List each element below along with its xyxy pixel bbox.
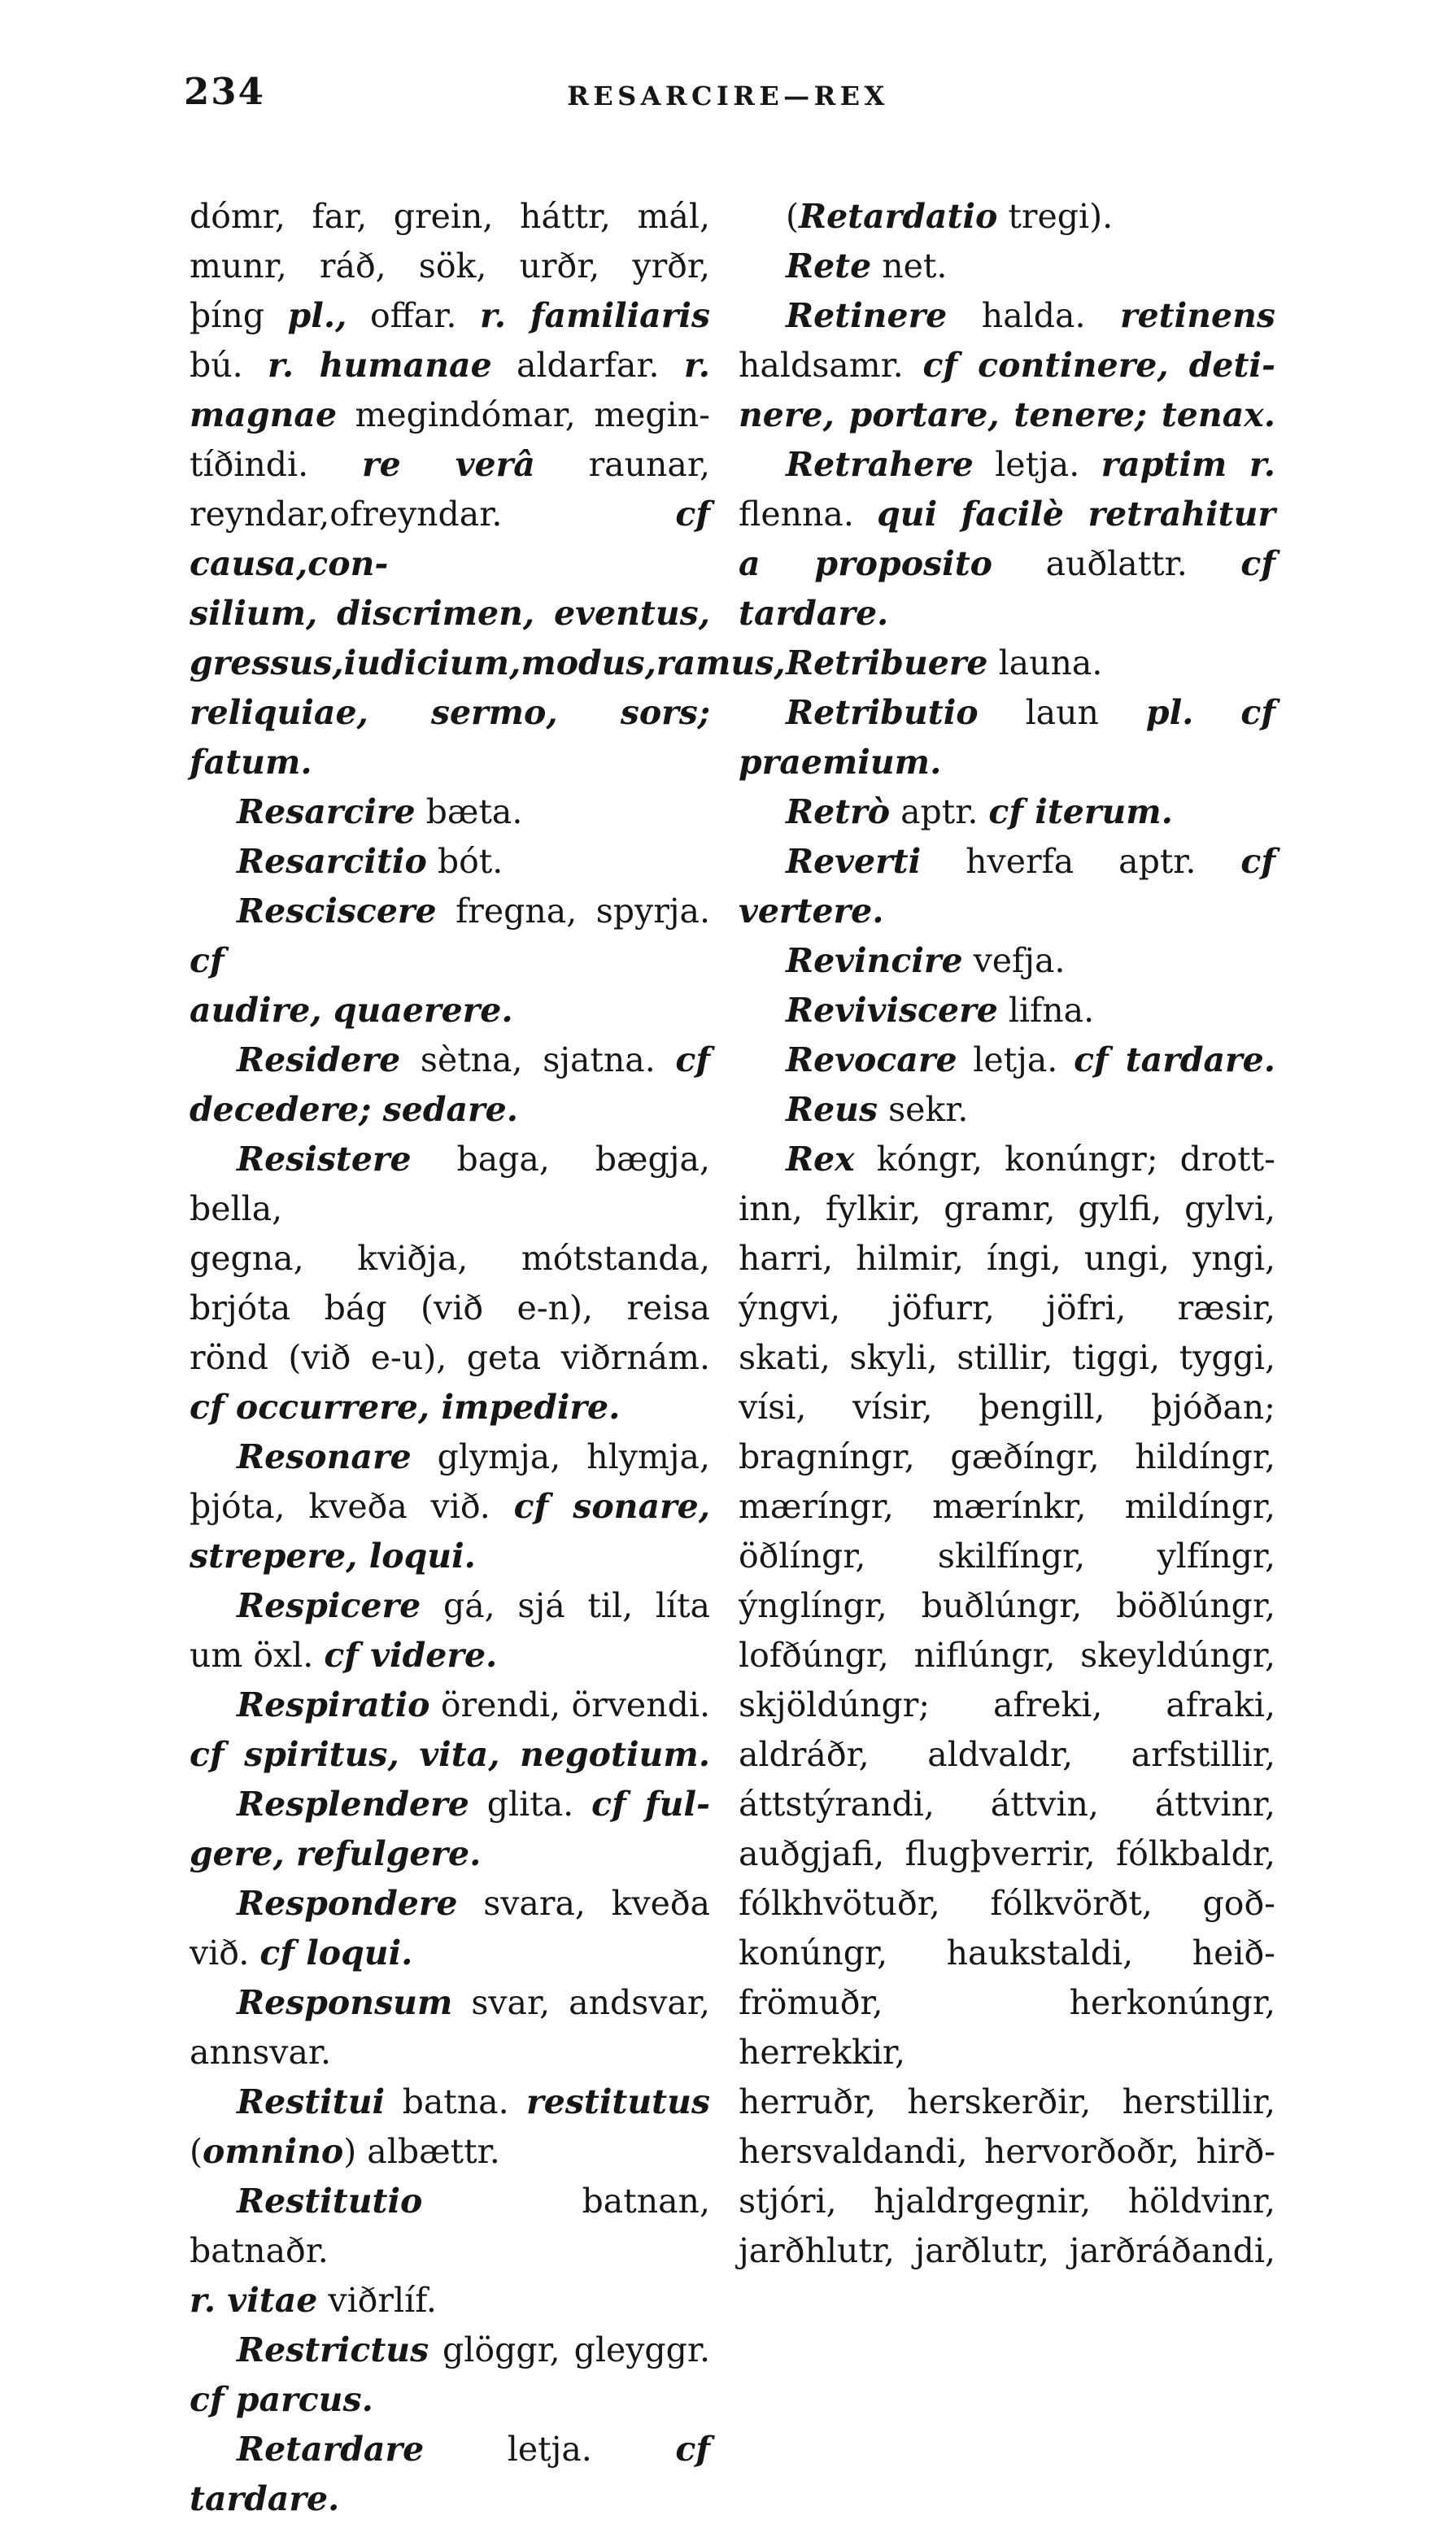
latin-text: raptim r. bbox=[1101, 445, 1275, 484]
text-line bbox=[739, 1333, 1275, 1383]
text-line bbox=[739, 936, 1275, 986]
latin-text: qui facilè retrahitur bbox=[877, 495, 1275, 534]
icelandic-text: viðrlíf. bbox=[317, 2281, 437, 2320]
latin-text: Restitutio bbox=[237, 2182, 423, 2221]
latin-text: cf videre. bbox=[324, 1636, 498, 1675]
text-line bbox=[190, 1234, 710, 1284]
icelandic-text: ( bbox=[786, 197, 799, 236]
latin-text: Retrahere bbox=[786, 445, 974, 484]
icelandic-text: kóngr, konúngr; drott- bbox=[854, 1140, 1275, 1179]
text-line bbox=[190, 1532, 710, 1581]
text-line bbox=[739, 1829, 1275, 1879]
text-line bbox=[190, 2028, 710, 2077]
running-header: RESARCIRE—REX bbox=[567, 81, 889, 111]
icelandic-text: bragníngr, gæðíngr, hildíngr, bbox=[739, 1437, 1275, 1476]
latin-text: Retardare bbox=[237, 2430, 425, 2469]
icelandic-text bbox=[1193, 693, 1240, 732]
text-line bbox=[739, 390, 1275, 440]
text-line bbox=[190, 1929, 710, 1978]
text-line bbox=[190, 2375, 710, 2425]
latin-text: Respicere bbox=[237, 1586, 421, 1625]
icelandic-text: inn, fylkir, gramr, gylfi, gylvi, bbox=[739, 1189, 1275, 1228]
text-line bbox=[739, 787, 1275, 837]
text-line bbox=[190, 887, 710, 986]
text-line bbox=[739, 986, 1275, 1035]
text-line bbox=[190, 589, 710, 639]
text-line bbox=[190, 2326, 710, 2375]
latin-text: restitutus bbox=[526, 2082, 710, 2121]
icelandic-text: batnan, batnaðr. bbox=[190, 2182, 710, 2270]
text-line bbox=[190, 1978, 710, 2028]
icelandic-text: offar. bbox=[347, 296, 480, 335]
text-line bbox=[190, 1333, 710, 1383]
icelandic-text: dómr, far, grein, háttr, mál, bbox=[190, 197, 710, 236]
latin-text: tardare. bbox=[739, 594, 889, 633]
icelandic-text: tíðindi. bbox=[190, 445, 362, 484]
icelandic-text: glita. bbox=[469, 1785, 592, 1824]
latin-text: Respiratio bbox=[237, 1685, 430, 1724]
text-line bbox=[739, 1284, 1275, 1333]
latin-text: pl., bbox=[287, 296, 347, 335]
text-line bbox=[190, 2425, 710, 2524]
text-line bbox=[190, 986, 710, 1035]
text-line bbox=[190, 1383, 710, 1432]
latin-text: Retribuere bbox=[786, 643, 988, 682]
latin-text: praemium. bbox=[739, 743, 942, 782]
icelandic-text: letja. bbox=[957, 1040, 1075, 1079]
icelandic-text: glöggr, gleyggr. bbox=[429, 2330, 710, 2369]
latin-text: Reus bbox=[786, 1090, 878, 1129]
text-line bbox=[739, 2127, 1275, 2177]
latin-text: omnino bbox=[203, 2132, 344, 2171]
text-line bbox=[190, 1432, 710, 1482]
latin-text: Resistere bbox=[237, 1140, 412, 1179]
latin-text: cf bbox=[1240, 693, 1275, 732]
icelandic-text: bæta. bbox=[415, 792, 523, 831]
icelandic-text: svar, andsvar, bbox=[452, 1983, 710, 2022]
text-line bbox=[739, 1680, 1275, 1730]
icelandic-text: halda. bbox=[947, 296, 1120, 335]
icelandic-text: reyndar,ofreyndar. bbox=[190, 495, 676, 534]
latin-text: cf bbox=[190, 941, 225, 980]
text-line bbox=[739, 2226, 1275, 2276]
icelandic-text: vísi, vísir, þengill, þjóðan; bbox=[739, 1388, 1275, 1427]
icelandic-text: munr, ráð, sök, urðr, yrðr, bbox=[190, 246, 710, 286]
text-line bbox=[190, 1680, 710, 1730]
icelandic-text: frömuðr, herkonúngr, herrekkir, bbox=[739, 1983, 1275, 2072]
icelandic-text: lifna. bbox=[997, 991, 1095, 1030]
text-line bbox=[190, 1829, 710, 1879]
text-line bbox=[190, 787, 710, 837]
latin-text: a proposito bbox=[739, 544, 992, 583]
text-line bbox=[739, 1035, 1275, 1085]
icelandic-text: tregi). bbox=[997, 197, 1114, 236]
icelandic-text: gegna, kviðja, mótstanda, bbox=[190, 1239, 710, 1278]
latin-text: pl. bbox=[1145, 693, 1194, 732]
latin-text: cf tardare. bbox=[190, 2430, 710, 2518]
right-column bbox=[739, 192, 1275, 2276]
latin-text: cf bbox=[1240, 544, 1275, 583]
text-line bbox=[190, 688, 710, 787]
icelandic-text: þíng bbox=[190, 296, 288, 335]
text-line bbox=[739, 589, 1275, 639]
latin-text: Restitui bbox=[237, 2082, 386, 2121]
icelandic-text: stjóri, hjaldrgegnir, höldvinr, bbox=[739, 2182, 1275, 2221]
latin-text: Rex bbox=[786, 1140, 855, 1179]
icelandic-text: mæríngr, mærínkr, mildíngr, bbox=[739, 1487, 1275, 1526]
latin-text: cf spiritus, vita, negotium. bbox=[190, 1735, 710, 1774]
latin-text: cf parcus. bbox=[190, 2380, 373, 2419]
text-line bbox=[190, 1284, 710, 1333]
latin-text: Rete bbox=[786, 246, 872, 286]
text-line bbox=[739, 1978, 1275, 2077]
text-line bbox=[739, 539, 1275, 589]
latin-text: Retributio bbox=[786, 693, 979, 732]
text-line bbox=[739, 1085, 1275, 1135]
text-line bbox=[739, 1482, 1275, 1532]
latin-text: decedere; sedare. bbox=[190, 1090, 519, 1129]
latin-text: cf iterum. bbox=[988, 792, 1173, 831]
latin-text: cf bbox=[675, 1040, 710, 1079]
latin-text: Reverti bbox=[786, 842, 922, 881]
icelandic-text: öðlíngr, skilfíngr, ylfíngr, bbox=[739, 1537, 1275, 1576]
text-line bbox=[739, 1234, 1275, 1284]
icelandic-text: baga, bægja, bella, bbox=[190, 1140, 710, 1228]
latin-text: r. humanae bbox=[267, 346, 492, 385]
latin-text: Resarcire bbox=[237, 792, 416, 831]
icelandic-text: batna. bbox=[385, 2082, 527, 2121]
text-line bbox=[190, 1135, 710, 1234]
icelandic-text: bú. bbox=[190, 346, 268, 385]
icelandic-text: haldsamr. bbox=[739, 346, 923, 385]
text-line bbox=[190, 440, 710, 490]
latin-text: strepere, loqui. bbox=[190, 1537, 476, 1576]
text-line bbox=[190, 1631, 710, 1680]
text-line bbox=[739, 639, 1275, 688]
text-line bbox=[739, 2177, 1275, 2226]
latin-text: cf causa,con- bbox=[190, 495, 710, 583]
icelandic-text: flenna. bbox=[739, 495, 878, 534]
icelandic-text: letja. bbox=[424, 2430, 676, 2469]
icelandic-text: áttstýrandi, áttvin, áttvinr, bbox=[739, 1785, 1275, 1824]
text-line bbox=[739, 2077, 1275, 2127]
latin-text: Reviviscere bbox=[786, 991, 998, 1030]
text-line bbox=[739, 440, 1275, 490]
icelandic-text: skati, skyli, stillir, tiggi, tyggi, bbox=[739, 1338, 1275, 1377]
text-line bbox=[739, 341, 1275, 390]
icelandic-text: skjöldúngr; afreki, afraki, bbox=[739, 1685, 1275, 1724]
text-line bbox=[190, 1581, 710, 1631]
text-line bbox=[739, 738, 1275, 787]
text-line bbox=[190, 192, 710, 242]
latin-text: re verâ bbox=[361, 445, 535, 484]
icelandic-text: lofðúngr, niflúngr, skeyldúngr, bbox=[739, 1636, 1275, 1675]
icelandic-text: ýnglíngr, buðlúngr, böðlúngr, bbox=[739, 1586, 1275, 1625]
text-line bbox=[739, 1581, 1275, 1631]
icelandic-text: rönd (við e-u), geta viðrnám. bbox=[190, 1338, 710, 1377]
latin-text: vertere. bbox=[739, 891, 884, 931]
icelandic-text: ( bbox=[190, 2132, 203, 2171]
icelandic-text: um öxl. bbox=[190, 1636, 325, 1675]
latin-text: Restrictus bbox=[237, 2330, 429, 2369]
icelandic-text: aldarfar. bbox=[491, 346, 684, 385]
icelandic-text: herruðr, herskerðir, herstillir, bbox=[739, 2082, 1275, 2121]
icelandic-text: aldráðr, aldvaldr, arfstillir, bbox=[739, 1735, 1275, 1774]
latin-text: Retardatio bbox=[799, 197, 998, 236]
text-line bbox=[739, 1780, 1275, 1829]
icelandic-text: hverfa aptr. bbox=[921, 842, 1241, 881]
icelandic-text: hersvaldandi, hervorðoðr, hirð- bbox=[739, 2132, 1275, 2171]
latin-text: Resonare bbox=[237, 1437, 412, 1476]
latin-text: Residere bbox=[237, 1040, 401, 1079]
text-line bbox=[190, 1730, 710, 1780]
text-line bbox=[190, 341, 710, 390]
icelandic-text: raunar, bbox=[534, 445, 710, 484]
left-column bbox=[190, 192, 786, 2524]
icelandic-text: letja. bbox=[973, 445, 1101, 484]
latin-text: reliquiae, sermo, sors; fatum. bbox=[190, 693, 710, 782]
text-line bbox=[190, 2276, 710, 2326]
text-line bbox=[190, 2077, 710, 2127]
icelandic-text: fregna, spyrja. bbox=[436, 891, 710, 931]
text-line bbox=[739, 1929, 1275, 1978]
latin-text: Responsum bbox=[237, 1983, 453, 2022]
text-line bbox=[739, 242, 1275, 291]
icelandic-text: konúngr, haukstaldi, heið- bbox=[739, 1933, 1275, 1973]
icelandic-text: við. bbox=[190, 1933, 260, 1973]
icelandic-text: vefja. bbox=[962, 941, 1066, 980]
text-line bbox=[190, 490, 710, 589]
icelandic-text: megindómar, megin- bbox=[337, 395, 710, 434]
latin-text: cf occurrere, impedire. bbox=[190, 1388, 621, 1427]
latin-text: cf sonare, bbox=[513, 1487, 710, 1526]
latin-text: nere, portare, tenere; tenax. bbox=[739, 395, 1275, 434]
text-line bbox=[739, 291, 1275, 341]
icelandic-text: jarðhlutr, jarðlutr, jarðráðandi, bbox=[739, 2231, 1275, 2270]
text-line bbox=[739, 1184, 1275, 1234]
latin-text: gere, refulgere. bbox=[190, 1834, 482, 1873]
text-line bbox=[739, 1631, 1275, 1680]
text-line bbox=[739, 1135, 1275, 1184]
latin-text: cf tardare. bbox=[1074, 1040, 1275, 1079]
text-line bbox=[739, 1432, 1275, 1482]
icelandic-text: annsvar. bbox=[190, 2033, 332, 2072]
latin-text: cf bbox=[1240, 842, 1275, 881]
text-line bbox=[739, 1383, 1275, 1432]
text-line bbox=[190, 1482, 710, 1532]
latin-text: audire, quaerere. bbox=[190, 991, 513, 1030]
text-line bbox=[190, 1879, 710, 1929]
icelandic-text: svara, kveða bbox=[457, 1884, 710, 1923]
text-line bbox=[190, 1085, 710, 1135]
latin-text: Respondere bbox=[237, 1884, 458, 1923]
latin-text: Resarcitio bbox=[237, 842, 427, 881]
icelandic-text: fólkhvötuðr, fólkvörðt, goð- bbox=[739, 1884, 1275, 1923]
text-line bbox=[190, 242, 710, 291]
icelandic-text: auðlattr. bbox=[992, 544, 1241, 583]
icelandic-text: auðgjafi, flugþverrir, fólkbaldr, bbox=[739, 1834, 1275, 1873]
icelandic-text: sekr. bbox=[878, 1090, 969, 1129]
icelandic-text: brjóta bág (við e-n), reisa bbox=[190, 1288, 710, 1327]
text-line bbox=[739, 1730, 1275, 1780]
icelandic-text: laun bbox=[978, 693, 1146, 732]
latin-text: r. vitae bbox=[190, 2281, 318, 2320]
text-line bbox=[190, 291, 710, 341]
text-line bbox=[190, 1780, 710, 1829]
latin-text: Resplendere bbox=[237, 1785, 469, 1824]
latin-text: r. familiaris bbox=[479, 296, 711, 335]
icelandic-text: ) albættr. bbox=[343, 2132, 500, 2171]
latin-text: cf ful- bbox=[591, 1785, 710, 1824]
latin-text: Retinere bbox=[786, 296, 948, 335]
latin-text: r. bbox=[683, 346, 710, 385]
latin-text: cf continere, deti- bbox=[922, 346, 1275, 385]
text-line bbox=[739, 1532, 1275, 1581]
text-line bbox=[739, 1879, 1275, 1929]
icelandic-text: glymja, hlymja, bbox=[411, 1437, 710, 1476]
latin-text: Revincire bbox=[786, 941, 963, 980]
latin-text: silium, discrimen, eventus, bbox=[190, 594, 710, 633]
icelandic-text: gá, sjá til, líta bbox=[421, 1586, 710, 1625]
latin-text: Resciscere bbox=[237, 891, 437, 931]
text-line bbox=[190, 2177, 710, 2276]
icelandic-text: launa. bbox=[987, 643, 1103, 682]
icelandic-text: aptr. bbox=[890, 792, 989, 831]
latin-text: retinens bbox=[1120, 296, 1275, 335]
icelandic-text: ýngvi, jöfurr, jöfri, ræsir, bbox=[739, 1288, 1275, 1327]
text-line bbox=[190, 390, 710, 440]
latin-text: gressus,iudicium,modus,ramus, bbox=[190, 643, 786, 682]
text-line bbox=[739, 837, 1275, 887]
text-line bbox=[739, 688, 1275, 738]
latin-text: Retrò bbox=[786, 792, 891, 831]
icelandic-text: net. bbox=[871, 246, 948, 286]
text-line bbox=[739, 887, 1275, 936]
text-line bbox=[190, 2127, 710, 2177]
latin-text: cf loqui. bbox=[259, 1933, 413, 1973]
text-line bbox=[190, 1035, 710, 1085]
text-line bbox=[739, 192, 1275, 242]
text-line bbox=[739, 490, 1275, 539]
icelandic-text: þjóta, kveða við. bbox=[190, 1487, 514, 1526]
text-line bbox=[190, 837, 710, 887]
icelandic-text: bót. bbox=[426, 842, 503, 881]
text-line bbox=[190, 639, 786, 688]
latin-text: Revocare bbox=[786, 1040, 957, 1079]
icelandic-text: sètna, sjatna. bbox=[400, 1040, 676, 1079]
icelandic-text: harri, hilmir, íngi, ungi, yngi, bbox=[739, 1239, 1275, 1278]
icelandic-text: örendi, örvendi. bbox=[429, 1685, 710, 1724]
latin-text: magnae bbox=[190, 395, 338, 434]
page-number: 234 bbox=[184, 70, 265, 113]
